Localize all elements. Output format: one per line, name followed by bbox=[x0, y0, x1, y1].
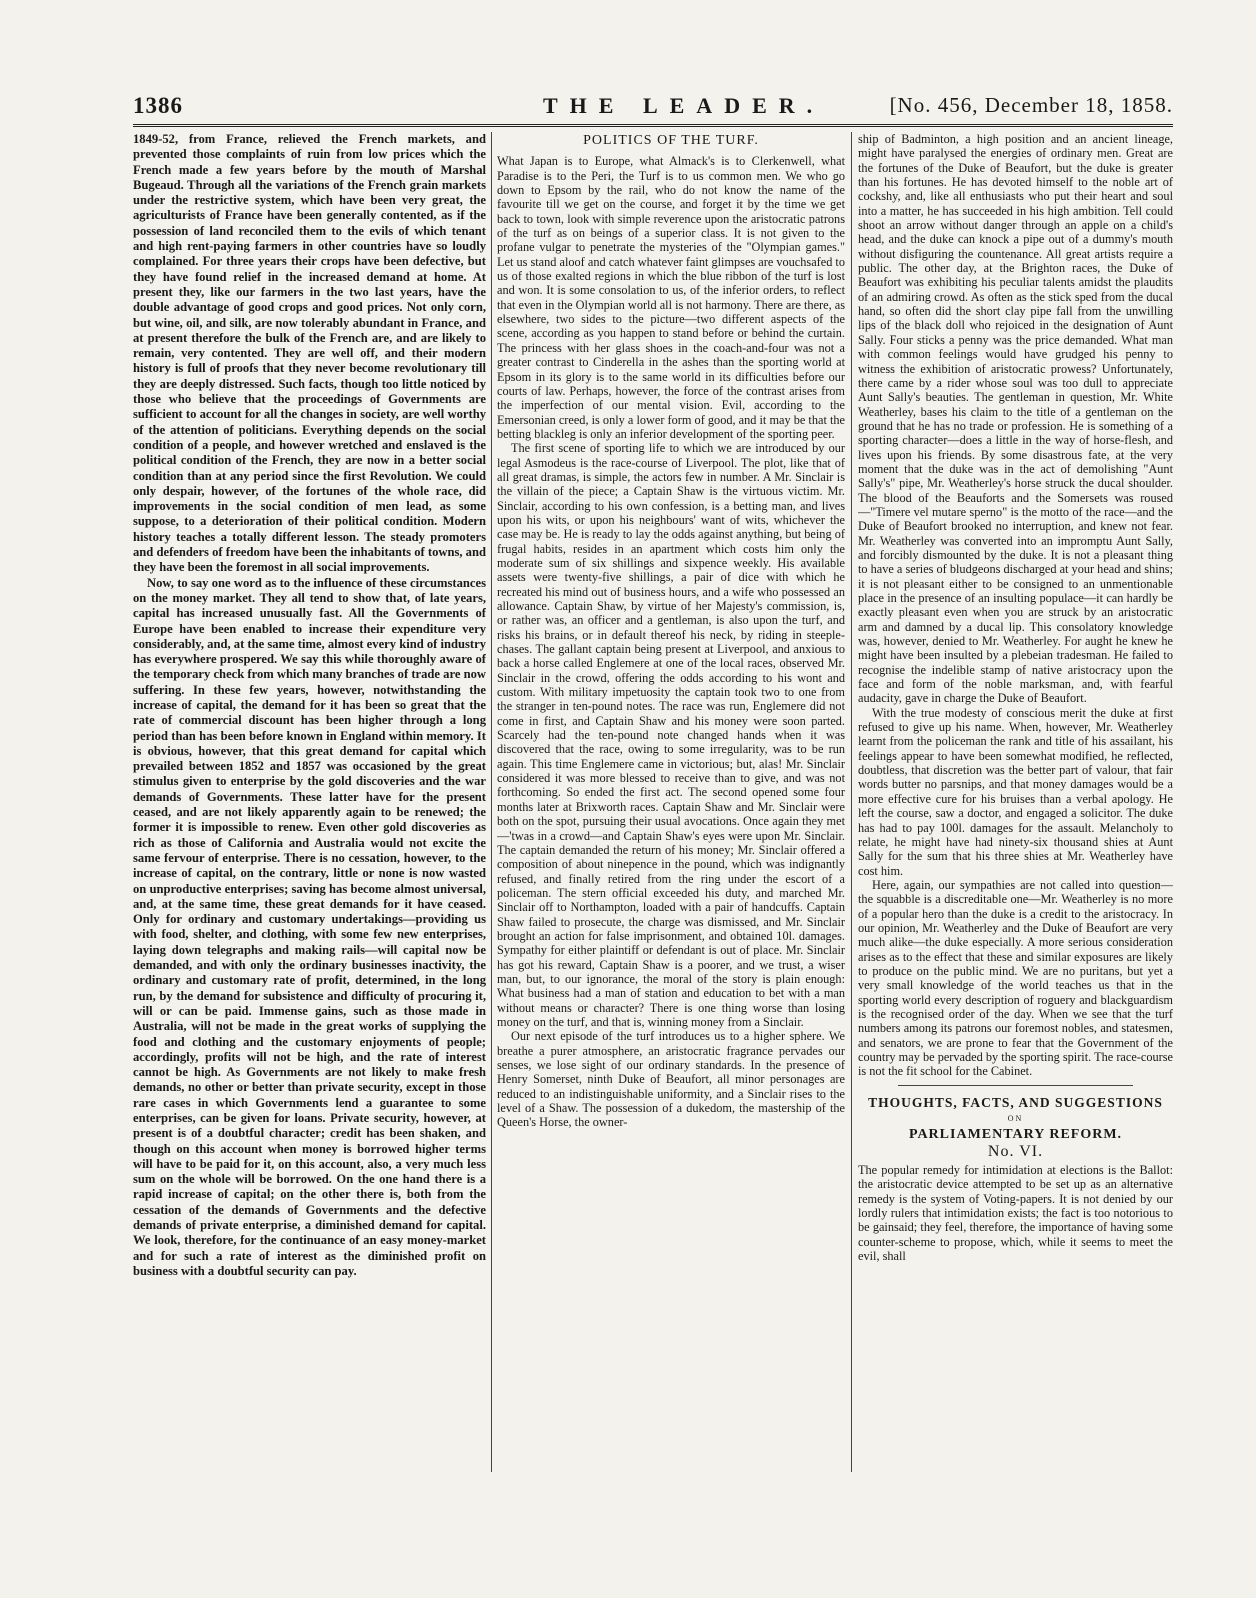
section-divider bbox=[898, 1085, 1133, 1086]
paragraph: 1849-52, from France, relieved the French markets, and prevented those complaints of ruin from low prices which the French made a few years before by the mouth of Marshal Bugeaud. Through all the variations of the French grain markets under the restrictive system, which have been very great, the agriculturists of France have been generally contented, as if the possession of land reconciled them to the evils of which tenant and high rent-paying farmers in other countries have so loudly complained. For three years their crops have been defective, but they have found relief in the increased demand at home. At present they, like our farmers in the two last years, have the double advantage of good crops and good prices. Not only corn, but wine, oil, and silk, are now tolerably abundant in France, and at present therefore the bulk of the French are, and are likely to remain, very contented. They are well off, and their modern history is full of proofs that they never become revolutionary till they are deeply distressed. Such facts, though too little noticed by those who believe that the proceedings of Governments are sufficient to account for all the changes in society, are well worthy of the attention of politicians. Everything depends on the social condition of a people, and however wretched and enslaved is the political condition of the French, they are now in a better social condition than at any period since the first Revolution. We could only despair, however, of the fortunes of the whole race, did improvements in the social condition of men lead, as some suppose, to a deterioration of their political condition. Modern history teaches a totally different lesson. The steady promoters and defenders of freedom have been the inhabitants of towns, and they have been the foremost in all social improvements. bbox=[133, 132, 486, 575]
section-on: ON bbox=[1007, 1114, 1024, 1124]
page-header bbox=[133, 93, 1173, 127]
issue-line: [No. 456, December 18, 1858. bbox=[889, 93, 1173, 117]
section-subheading: PARLIAMENTARY REFORM. bbox=[908, 1127, 1123, 1143]
article-title: POLITICS OF THE TURF. bbox=[583, 133, 759, 148]
page-number: 1386 bbox=[133, 93, 183, 118]
paragraph: The first scene of sporting life to which we are introduced by our legal Asmodeus is the race-course of Liverpool. The plot, like that of all great dramas, is simple, the actors few in number. A Mr. Sinclair is the villain of the piece; a Captain Shaw is the virtuous victim. Mr. Sinclair, according to his own confession, is a betting man, and lives upon his wits, or upon his neighbours' want of wits, whichever the case may be. He is ready to lay the odds against anything, but being of frugal habits, resides in an apartment which costs him only the moderate sum of six shillings and sixpence weekly. His available assets were twenty-five shillings, a pair of dice with which he recreated his mind out of business hours, and a wife who possessed an allowance. Captain Shaw, by virtue of her Majesty's commission, is, or rather was, an officer and a gentleman, is also upon the turf, and risks his brains, or in default thereof his neck, by riding in steeple-chases. The gallant captain being present at Liverpool, and anxious to back a horse called Englemere at one of the local races, observed Mr. Sinclair in the crowd, offering the odds according to his wont and custom. With military impetuosity the captain took two to one from the stranger in ten-pound notes. The race was run, Englemere did not come in first, and Captain Shaw and his money were soon parted. Scarcely had the ten-pound note changed hands when it was discovered that the race, owing to some irregularity, was to be run again. This time Englemere came in victorious; but, alas! Mr. Sinclair considered it was more blessed to receive than to give, and was not forthcoming. So ended the first act. The second opened some four months later at Brixworth races. Captain Shaw and Mr. Sinclair were both on the spot, pursuing their usual avocations. Once again they met—'twas in a crowd—and Captain Shaw's eyes were upon Mr. Sinclair. The captain demanded the return of his money; Mr. Sinclair offered a composition of about ninepence in the pound, which was indignantly refused, and finally retired from the ring under the escort of a policeman. The stern official exceeded his duty, and marched Mr. Sinclair off to Northampton, loaded with a pair of handcuffs. Captain Shaw failed to prosecute, the charge was dismissed, and Mr. Sinclair brought an action for false imprisonment, and obtained 10l. damages. Sympathy for either plaintiff or defendant is out of place. Mr. Sinclair has got his reward, Captain Shaw is a poorer, and we trust, a wiser man, but, to our ignorance, the moral of the story is plain enough: What business had a man of station and education to bet with a man without means or character? There is one thing worse than losing money on the turf, and that is, winning money from a Sinclair. bbox=[497, 441, 845, 1029]
column-right bbox=[858, 132, 1173, 1477]
paragraph: The popular remedy for intimidation at elections is the Ballot: the aristocratic device attempted to be set up as an alternative remedy is the system of Voting-papers. It is not denied by our lordly rulers that intimidation exists; the fact is too notorious to be gainsaid; they feel, therefore, the importance of having some counter-scheme to propose, which, while it seems to meet the evil, shall bbox=[858, 1163, 1173, 1264]
column-rule bbox=[851, 132, 852, 1472]
paragraph: What Japan is to Europe, what Almack's is to Clerkenwell, what Paradise is to the Peri, the Turf is to us common men. We who go down to Epsom by the rail, who do not know the name of the favourite till we get on the course, and forget it by the time we get back to town, look with simple reverence upon the aristocratic patrons of the turf as on beings of a superior class. It is not given to the profane vulgar to penetrate the mysteries of the "Olympian games." Let us stand aloof and catch whatever faint glimpses are vouchsafed to us of those exalted regions in which the blue ribbon of the turf is lost and won. It is some consolation to us, of the inferior orders, to reflect that even in the Olympian world all is not harmony. There are there, as elsewhere, two sides to the picture—two different aspects of the scene, according as you happen to stand before or behind the curtain. The princess with her glass shoes in the coach-and-four was not a greater contrast to Cinderella in the ashes than the sporting world at Epsom in its glory is to the same world in its difficulties before our courts of law. Perhaps, however, the force of the contrast arises from the imperfection of our mental vision. Evil, according to the Emersonian creed, is only a lower form of good, and it may be that the betting blackleg is only an inferior development of the sporting peer. bbox=[497, 154, 845, 441]
paragraph: Our next episode of the turf introduces us to a higher sphere. We breathe a purer atmosphere, an aristocratic fragrance pervades our senses, we lose sight of our ordinary standards. In the presence of Henry Somerset, ninth Duke of Beaufort, all minor personages are reduced to an indistinguishable uniformity, and a Sinclair rises to the level of a Shaw. The possession of a dukedom, the mastership of the Queen's Horse, the owner- bbox=[497, 1029, 845, 1130]
column-rule bbox=[491, 132, 492, 1472]
paragraph: Now, to say one word as to the influence of these circumstances on the money market. They all tend to show that, of late years, capital has increased unusually fast. All the Governments of Europe have been enabled to increase their expenditure very considerably, and, at the same time, almost every kind of industry has everywhere prospered. We say this while thoroughly aware of the temporary check from which many branches of trade are now suffering. In these few years, however, notwithstanding the increase of capital, the demand for it has been so great that the rate of commercial discount has been higher through a long period than has been before known in England within memory. It is obvious, however, that this great demand for capital which prevailed between 1852 and 1857 was occasioned by the great stimulus given to enterprise by the gold discoveries and the war demands of Governments. These latter have for the present ceased, and are not likely apparently again to be renewed; the former it is impossible to renew. Even other gold discoveries as rich as those of California and Australia would not excite the same fervour of enterprise. There is no cessation, however, to the increase of capital, on the contrary, little or none is now wasted on unproductive enterprises; saving has become almost universal, and, at the same time, these great demands for it have ceased. Only for ordinary and customary undertakings—providing us with food, shelter, and clothing, with some few new enterprises, laying down telegraphs and making rails—will capital now be demanded, and with only the ordinary businesses inactivity, the ordinary and customary rate of profit, determined, in the long run, by the demand for subsistence and difficulty of procuring it, will or can be paid. Immense gains, such as those made in Australia, will not be made in the great works of supplying the food and clothing and the customary enjoyments of people; accordingly, profits will not be high, and the rate of interest cannot be high. As Governments are not likely to make fresh demands, no other or better than private security, except in those rare cases in which Governments lend a guarantee to some enterprises, can be given for loans. Private security, however, at present is of a doubtful character; credit has been shaken, and though on this account when money is borrowed higher terms will have to be paid for it, on this account, also, a very much less sum on the whole will be borrowed. On the one hand there is a rapid increase of capital; on the other there is, both from the cessation of the demands of Governments and the defective demands of private enterprise, a diminished demand for capital. We look, therefore, for the continuance of an easy money-market and for such a rate of interest as the diminished profit on business with a doubtful security can pay. bbox=[133, 575, 486, 1278]
section-heading: THOUGHTS, FACTS, AND SUGGESTIONS bbox=[868, 1094, 1163, 1110]
paragraph: Here, again, our sympathies are not called into question—the squabble is a discreditable one—Mr. Weatherley is no more of a popular hero than the duke is a credit to the aristocracy. In our opinion, Mr. Weatherley and the Duke of Beaufort are very much alike—the duke especially. A more serious consideration arises as to the effect that these and similar exposures are likely to produce on the public mind. We are no puritans, but yet a very small knowledge of the world teaches us that in the sporting world every description of roguery and blackguardism is the recognised order of the day. When we see that the turf numbers among its patrons our foremost nobles, and statesmen, and senators, we are prone to fear that the Government of the country may be pervaded by the sporting spirit. The race-course is not the fit school for the Cabinet. bbox=[858, 877, 1173, 1079]
paragraph: ship of Badminton, a high position and an ancient lineage, might have paralysed the energies of ordinary men. Great are the fortunes of the Duke of Beaufort, but the duke is greater than his fortunes. He has devoted himself to the noble art of cockshy, and, like all enthusiasts who put their heart and soul into a matter, he has succeeded in his high ambition. Tell could shoot an arrow without danger through an apple on a child's head, and the duke can knock a pipe out of a dummy's mouth without disfiguring the countenance. All great artists require a public. The other day, at the Brighton races, the Duke of Beaufort was exhibiting his peculiar talents amidst the plaudits of an admiring crowd. As often as the stick sped from the ducal hand, so often did the short clay pipe fall from the unwilling lips of the black doll who rejoiced in the designation of Aunt Sally. Four sticks a penny was the price demanded. What man with common feelings would have grudged his penny to witness the exhibition of aristocratic prowess? Unfortunately, there came by a rider whose soul was too dull to appreciate Aunt Sally's beauties. The gentleman in question, Mr. White Weatherley, bases his claim to the title of a gentleman on the ground that he has no trade or profession. He is something of a sporting character—does a little in the way of horse-flesh, and lives upon his friends. By some disastrous fate, at the very moment that the duke was in the act of demolishing "Aunt Sally's" pipe, Mr. Weatherley's horse struck the ducal shoulder. The blood of the Beauforts and the Somersets was roused—"Timere vel mutare sperno" is the motto of the race—and the Duke of Beaufort brooked no interruption, and knew not fear. Mr. Weatherley was converted into an impromptu Aunt Sally, and forcibly dismounted by the duke. It is not a pleasant thing to have a series of bludgeons discharged at your head and shins; it is not pleasant either to be consigned to an unmentionable place in the presence of an insulting populace—it can hardly be exactly pleasant even when you are struck by an aristocratic arm and damned by a ducal lip. This consolatory knowledge was, however, denied to Mr. Weatherley. For aught he knew he might have been insulted by a plebeian tradesman. He failed to recognise the indelible stamp of native aristocracy upon the face and form of the noble marksman, and, with fearful audacity, gave in charge the Duke of Beaufort. bbox=[858, 132, 1173, 706]
column-left bbox=[133, 132, 486, 1477]
header-rule bbox=[133, 124, 1173, 127]
section-number: No. VI. bbox=[987, 1142, 1044, 1160]
paragraph: With the true modesty of conscious merit the duke at first refused to give up his name. When, however, Mr. Weatherley learnt from the policeman the rank and title of his assailant, his feelings appear to have been somewhat modified, he reflected, doubtless, that discretion was the better part of valour, that fair words butter no parsnips, and that money damages would be a more effective cure for his bruises than a verbal apology. He left the course, saw a doctor, and engaged a solicitor. The duke has had to pay 100l. damages for the assault. Melancholy to relate, he might have had ninety-six thousand shies at Aunt Sally for the sum that his three shies at Mr. Weatherley have cost him. bbox=[858, 705, 1173, 878]
column-middle bbox=[497, 132, 845, 1477]
masthead: THE LEADER. bbox=[543, 93, 825, 118]
